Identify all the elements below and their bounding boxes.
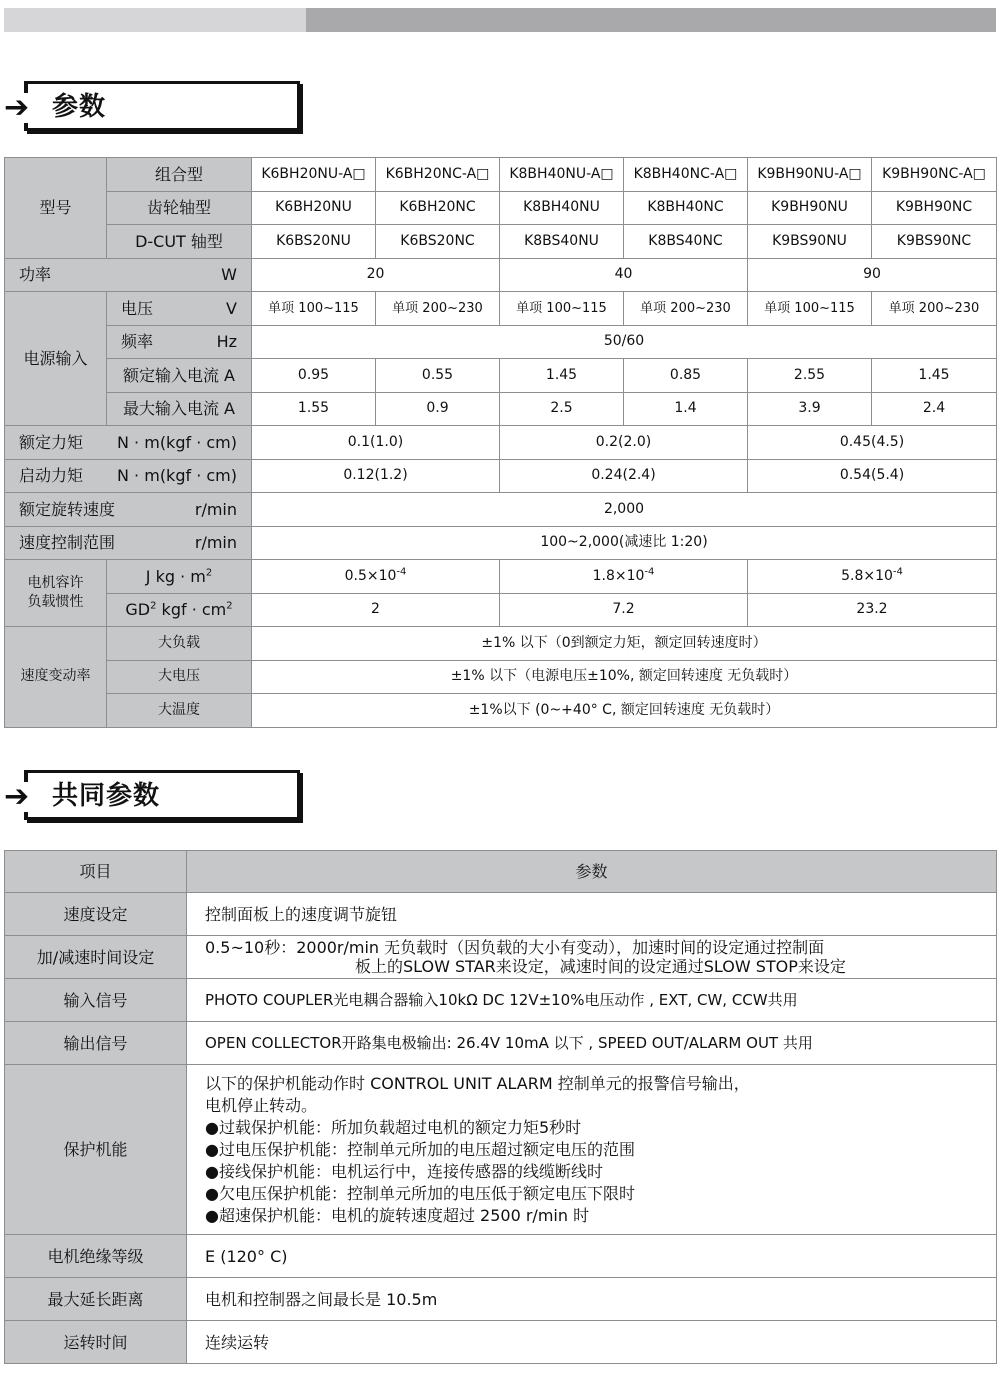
table-cell: 7.2 [500, 593, 748, 627]
section-title: 共同参数 [52, 781, 161, 811]
max-current-label: 最大输入电流 A [107, 392, 252, 426]
table-row [5, 979, 997, 1022]
inertia-label-line-1: 电机容许 [27, 575, 84, 591]
row-value [187, 1235, 997, 1278]
table-row [5, 936, 997, 979]
table-cell: 单项 200~230 [376, 292, 500, 326]
table-header-row [5, 851, 997, 893]
table-row [5, 292, 997, 326]
table-cell: K8BH40NU [500, 191, 624, 225]
table-cell: K8BH40NC [624, 191, 748, 225]
table-cell: 0.55 [376, 359, 500, 393]
torque-unit: N · m(kgf · cm) [117, 466, 237, 486]
value-line: ●超速保护机能：电机的旋转速度超过 2500 r/min 时 [205, 1205, 590, 1225]
rated-speed-label: 额定旋转速度 [19, 499, 116, 519]
table-cell: K6BS20NC [376, 225, 500, 259]
power-label-cell [5, 258, 252, 292]
combo-label: 组合型 [107, 158, 252, 192]
value-line: ●过载保护机能：所加负载超过电机的额定力矩5秒时 [205, 1117, 582, 1137]
speed-unit: r/min [194, 499, 237, 519]
j-label: J kg · m [145, 566, 206, 586]
freq-label-cell [107, 325, 252, 359]
table-cell: K9BS90NU [748, 225, 872, 259]
table-row [5, 526, 997, 560]
value-line: 控制面板上的速度调节旋钮 [205, 904, 398, 924]
table-cell: K6BH20NU [252, 191, 376, 225]
arrow-right-icon: ➔ [4, 90, 30, 125]
j-value: 0.5×10 [344, 567, 397, 584]
voltage-unit: V [226, 298, 237, 318]
j-label-sup: 2 [205, 567, 213, 579]
row-value [187, 936, 997, 979]
section-header-params [0, 81, 302, 137]
table-row [5, 660, 997, 694]
table-cell: ±1% 以下（电源电压±10%, 额定回转速度 无负载时） [252, 660, 997, 694]
model-label: 型号 [5, 158, 107, 259]
table-row [5, 593, 997, 627]
table-cell: 单项 100~115 [748, 292, 872, 326]
value-line: ●过电压保护机能：控制单元所加的电压超过额定电压的范围 [205, 1139, 635, 1159]
table-cell [252, 560, 500, 594]
table-cell: 23.2 [748, 593, 997, 627]
table-cell: 单项 100~115 [500, 292, 624, 326]
table-cell: 0.45(4.5) [748, 426, 997, 460]
top-bar-dark-segment [306, 8, 996, 32]
j-exp: -4 [644, 566, 655, 578]
table-cell: 0.12(1.2) [252, 459, 500, 493]
gd-label-a: GD [125, 600, 151, 620]
table-row [5, 258, 997, 292]
table-cell: 2 [252, 593, 500, 627]
table-cell: K6BS20NU [252, 225, 376, 259]
table-cell: K8BS40NU [500, 225, 624, 259]
speed-range-label: 速度控制范围 [19, 533, 116, 553]
table-cell: K6BH20NC-A□ [376, 158, 500, 192]
speed-var-label: 速度变动率 [5, 627, 107, 728]
table-cell: 1.4 [624, 392, 748, 426]
table-cell: 单项 200~230 [624, 292, 748, 326]
table-row [5, 1235, 997, 1278]
voltage-label-cell [107, 292, 252, 326]
row-label: 最大延长距离 [5, 1278, 187, 1321]
j-exp: -4 [892, 566, 903, 578]
table-cell: 0.54(5.4) [748, 459, 997, 493]
table-cell: 2.5 [500, 392, 624, 426]
table-cell: 90 [748, 258, 997, 292]
value-line: E (120° C) [205, 1246, 288, 1266]
value-line: 电机停止转动。 [205, 1095, 318, 1115]
j-label-cell [107, 560, 252, 594]
value-line: ●欠电压保护机能：控制单元所加的电压低于额定电压下限时 [205, 1183, 635, 1203]
common-params-table [4, 850, 997, 1364]
row-value [187, 979, 997, 1022]
table-row [5, 627, 997, 661]
table-row [5, 893, 997, 936]
table-row [5, 158, 997, 192]
gear-label: 齿轮轴型 [107, 191, 252, 225]
table-row [5, 359, 997, 393]
table-cell: 单项 100~115 [252, 292, 376, 326]
value-line: 板上的SLOW STAR来设定，减速时间的设定通过SLOW STOP来设定 [355, 957, 846, 976]
gd-label-cell [107, 593, 252, 627]
table-cell [500, 560, 748, 594]
load-label: 大负载 [107, 627, 252, 661]
table-row [5, 225, 997, 259]
value-line: 以下的保护机能动作时 CONTROL UNIT ALARM 控制单元的报警信号输出， [205, 1073, 750, 1093]
temp-label: 大温度 [107, 694, 252, 728]
table-cell: 1.45 [872, 359, 997, 393]
row-value [187, 1022, 997, 1065]
table-cell: K6BH20NC [376, 191, 500, 225]
speed-range-label-cell [5, 526, 252, 560]
value-line: ●接线保护机能：电机运行中，连接传感器的线缆断线时 [205, 1161, 603, 1181]
header-item: 项目 [5, 851, 187, 893]
table-cell: 0.95 [252, 359, 376, 393]
table-cell: K9BS90NC [872, 225, 997, 259]
top-bar-light-segment [4, 8, 306, 32]
gd-label-b: kgf · cm [156, 600, 227, 620]
row-value [187, 1321, 997, 1364]
section-header-common [0, 770, 302, 826]
table-cell: 20 [252, 258, 500, 292]
table-row [5, 325, 997, 359]
table-row [5, 1321, 997, 1364]
inertia-label-line-2: 负载惯性 [27, 594, 84, 610]
j-exp: -4 [396, 566, 407, 578]
value-line: 0.5~10秒：2000r/min 无负载时（因负载的大小有变动），加速时间的设定通过控制面 [205, 938, 825, 957]
freq-unit: Hz [216, 332, 237, 352]
table-cell: ±1% 以下（0到额定力矩，额定回转速度时） [252, 627, 997, 661]
dcut-label: D-CUT 轴型 [107, 225, 252, 259]
table-cell: K9BH90NC [872, 191, 997, 225]
freq-label: 频率 [121, 332, 154, 352]
gd-sup-2: 2 [226, 600, 233, 612]
section-title: 参数 [52, 92, 107, 122]
table-cell: 0.2(2.0) [500, 426, 748, 460]
table-cell: K6BH20NU-A□ [252, 158, 376, 192]
table-cell: 0.85 [624, 359, 748, 393]
table-cell: 40 [500, 258, 748, 292]
table-cell: 0.24(2.4) [500, 459, 748, 493]
table-cell: 0.9 [376, 392, 500, 426]
table-cell: K8BS40NC [624, 225, 748, 259]
table-cell: 100~2,000(减速比 1:20) [252, 526, 997, 560]
value-line: 电机和控制器之间最长是 10.5m [205, 1289, 438, 1309]
table-row [5, 1065, 997, 1235]
table-cell [748, 560, 997, 594]
table-row [5, 694, 997, 728]
table-row [5, 426, 997, 460]
arrow-right-icon: ➔ [4, 779, 30, 814]
row-label: 加/减速时间设定 [5, 936, 187, 979]
table-row [5, 1278, 997, 1321]
start-torque-label: 启动力矩 [19, 466, 84, 486]
value-line: OPEN COLLECTOR开路集电极输出: 26.4V 10mA 以下 , SPEED OUT/ALARM OUT 共用 [205, 1033, 813, 1052]
voltage-label: 电压 [121, 298, 154, 318]
power-unit: W [221, 265, 237, 285]
j-value: 5.8×10 [841, 567, 893, 584]
row-label: 输入信号 [5, 979, 187, 1022]
table-row [5, 191, 997, 225]
volt-label: 大电压 [107, 660, 252, 694]
table-cell: 2.4 [872, 392, 997, 426]
table-cell: 1.55 [252, 392, 376, 426]
row-label: 速度设定 [5, 893, 187, 936]
torque-unit: N · m(kgf · cm) [117, 432, 237, 452]
table-cell: 2,000 [252, 493, 997, 527]
table-cell: ±1%以下 (0~+40° C, 额定回转速度 无负载时） [252, 694, 997, 728]
row-value [187, 1065, 997, 1235]
power-label: 功率 [19, 265, 52, 285]
rated-current-label: 额定输入电流 A [107, 359, 252, 393]
row-label: 保护机能 [5, 1065, 187, 1235]
rated-torque-label: 额定力矩 [19, 432, 84, 452]
input-label: 电源输入 [5, 292, 107, 426]
gd-sup: 2 [150, 600, 157, 612]
row-label: 电机绝缘等级 [5, 1235, 187, 1278]
row-label: 运转时间 [5, 1321, 187, 1364]
speed-unit: r/min [194, 533, 237, 553]
table-row [5, 560, 997, 594]
table-cell: 3.9 [748, 392, 872, 426]
start-torque-label-cell [5, 459, 252, 493]
inertia-label-cell [5, 560, 107, 627]
table-cell: K8BH40NC-A□ [624, 158, 748, 192]
table-cell: K8BH40NU-A□ [500, 158, 624, 192]
table-row [5, 1022, 997, 1065]
j-value: 1.8×10 [592, 567, 645, 584]
value-line: PHOTO COUPLER光电耦合器输入10kΩ DC 12V±10%电压动作 , EXT, CW, CCW共用 [205, 990, 798, 1009]
table-cell: K9BH90NC-A□ [872, 158, 997, 192]
value-line: 连续运转 [205, 1332, 270, 1352]
table-cell: K9BH90NU [748, 191, 872, 225]
table-cell: 单项 200~230 [872, 292, 997, 326]
row-value [187, 893, 997, 936]
table-row [5, 392, 997, 426]
spec-table [4, 157, 997, 728]
rated-speed-label-cell [5, 493, 252, 527]
table-cell: 1.45 [500, 359, 624, 393]
rated-torque-label-cell [5, 426, 252, 460]
row-label: 输出信号 [5, 1022, 187, 1065]
table-row [5, 459, 997, 493]
table-cell: 2.55 [748, 359, 872, 393]
row-value [187, 1278, 997, 1321]
table-cell: K9BH90NU-A□ [748, 158, 872, 192]
top-decor-bar [4, 8, 996, 32]
table-cell: 0.1(1.0) [252, 426, 500, 460]
table-cell: 50/60 [252, 325, 997, 359]
header-param: 参数 [187, 851, 997, 893]
table-row [5, 493, 997, 527]
